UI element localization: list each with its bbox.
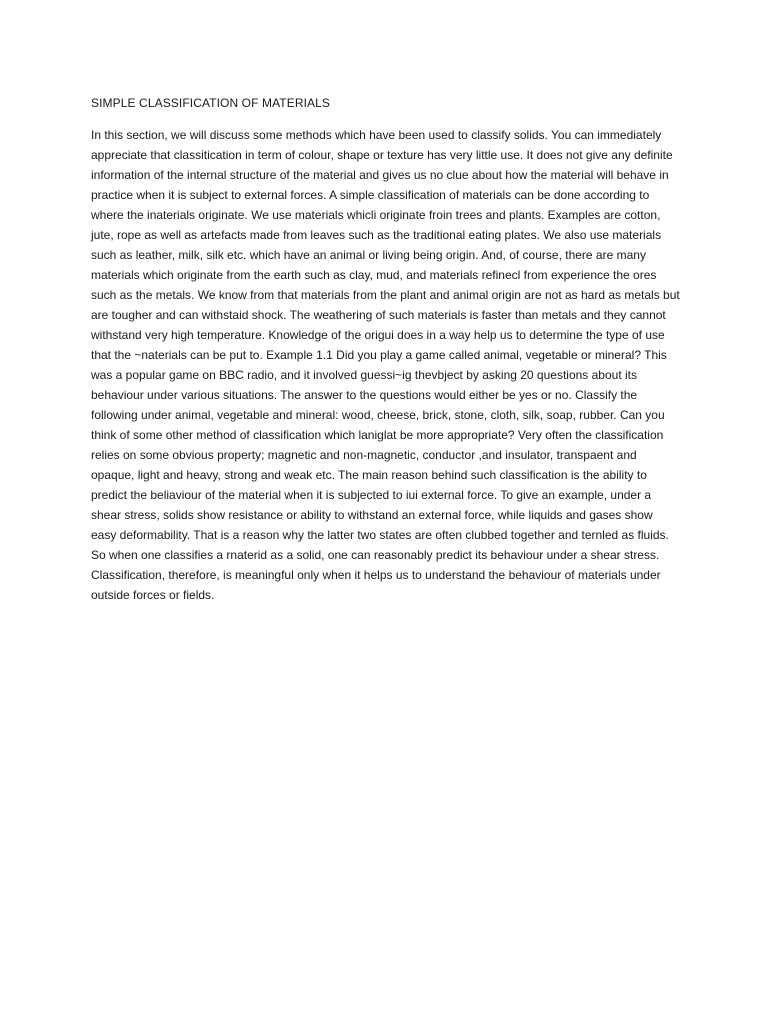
body-paragraph: In this section, we will discuss some methods which have been used to classify solids. You can immediately appreciate that classitication in term of colour, shape or texture has very little use. It does not give any definite information of the internal structure of the material and gives us no clue about how the material will behave in practice when it is subject to external forces. A simple classification of materials can be done according to where the inaterials originate. We use materials whicli originate froin trees and plants. Examples are cotton, jute, rope as well as artefacts made from leaves such as the traditional eating plates. We also use materials such as leather, milk, silk etc. which have an animal or living being origin. And, of course, there are many materials which originate from the earth such as clay, mud, and materials refinecl from experience the ores such as the metals. We know from that materials from the plant and animal origin are not as hard as metals but are tougher and can withstaid shock. The weathering of such materials is faster than metals and they cannot withstand very high temperature. Knowledge of the origui does in a way help us to determine the type of use that the ~naterials can be put to. Example 1.1 Did you play a game called animal, vegetable or mineral? This was a popular game on BBC radio, and it involved guessi~ig thevbject by asking 20 questions about its behaviour under various situations. The answer to the questions would either be yes or no. Classify the following under animal, vegetable and mineral: wood, cheese, brick, stone, cloth, silk, soap, rubber. Can you think of some other method of classification which laniglat be more appropriate? Very often the classification relies on some obvious property; magnetic and non-magnetic, conductor ,and insulator, transpaent and opaque, light and heavy, strong and weak etc. The main reason behind such classification is the ability to predict the beliaviour of the material when it is subjected to iui external force. To give an example, under a shear stress, solids show resistance or ability to withstand an external force, while liquids and gases show easy deformability. That is a reason why the latter two states are often clubbed together and ternled as fluids. So when one classifies a rnaterid as a solid, one can reasonably predict its behaviour under a shear stress. Classification, therefore, is meaningful only when it helps us to understand the behaviour of materials under outside forces or fields. [91,128,680,602]
section-heading: SIMPLE CLASSIFICATION OF MATERIALS [91,96,330,110]
